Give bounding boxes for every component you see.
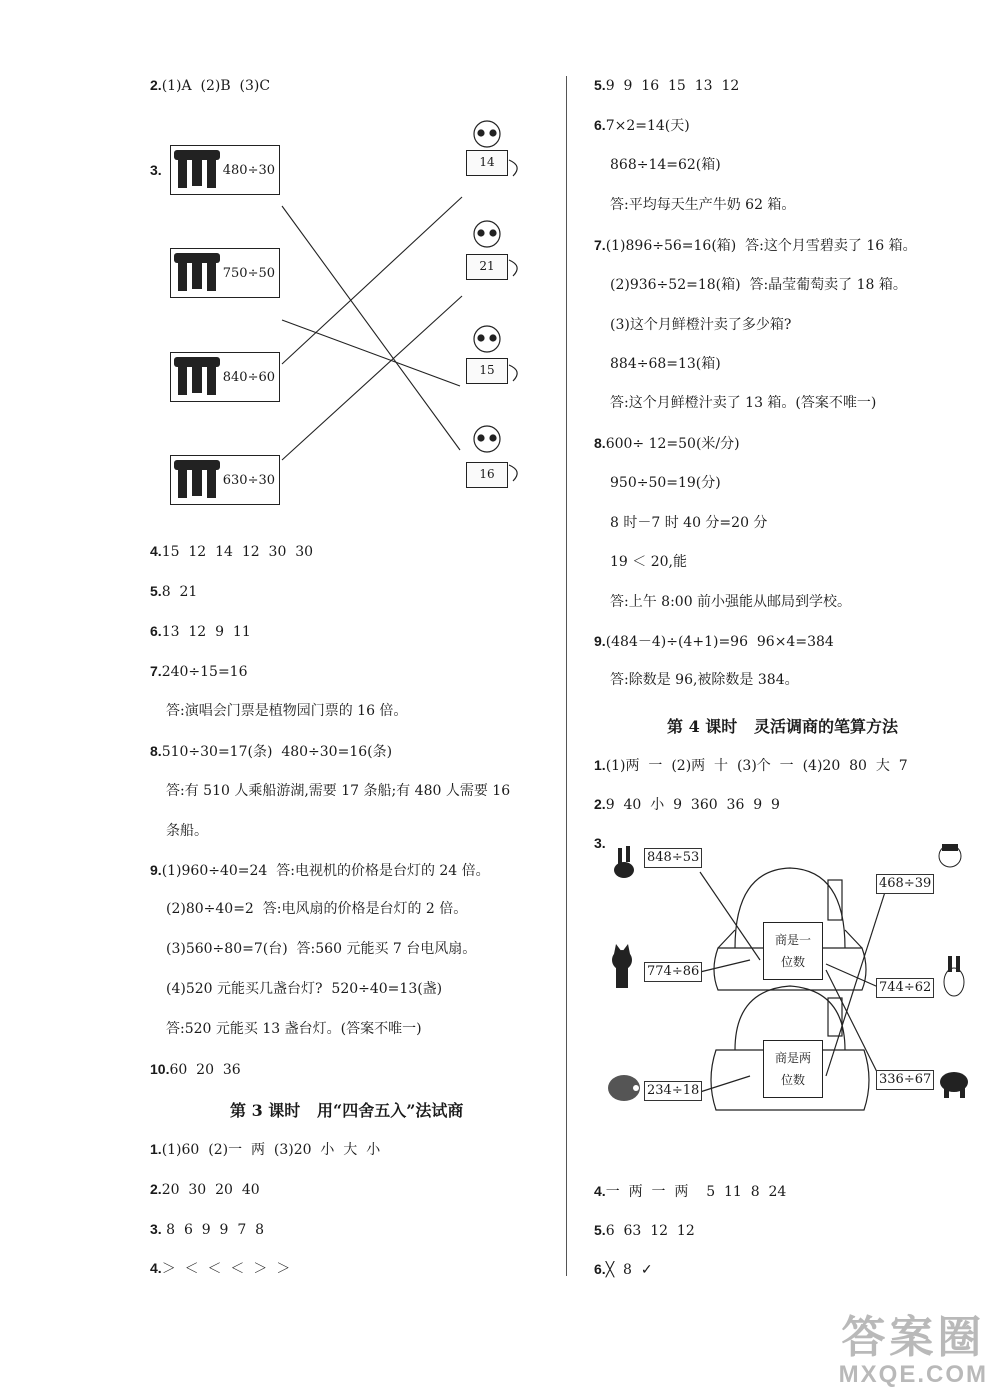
box-744: 744÷62 [876, 978, 934, 998]
l-q7-ans: 答:演唱会门票是植物园门票的 16 倍。 [166, 703, 408, 719]
stool-icon-d [174, 458, 226, 504]
stool-icons [174, 150, 220, 496]
watermark [839, 1315, 988, 1389]
s3-q2: 2.20 30 20 40 [150, 1181, 260, 1198]
r-q6-ans: 答:平均每天生产牛奶 62 箱。 [610, 197, 796, 213]
box-774: 774÷86 [644, 962, 702, 982]
r-q9: 9.(484－4)÷(4+1)=96 96×4=384 [594, 633, 834, 650]
r-q7-2: (2)936÷52=18(箱) 答:晶莹葡萄卖了 18 箱。 [610, 277, 907, 293]
match-line-1 [282, 206, 460, 450]
l-q10: 10.60 20 36 [150, 1061, 241, 1078]
s4-q5: 5.6 63 12 12 [594, 1222, 695, 1239]
l-q9-1: 9.(1)960÷40=24 答:电视机的价格是台灯的 24 倍。 [150, 862, 490, 879]
house-bottom-sign: 商是两 位数 [763, 1040, 823, 1098]
r-q7-4: 884÷68=13(箱) [610, 356, 721, 372]
s3-q3: 3. 8 6 9 9 7 8 [150, 1221, 265, 1238]
l-q3-num: 3. [150, 162, 162, 178]
watermark-logo: 答案圈 [841, 1313, 986, 1362]
r-q7-5: 答:这个月鲜橙汁卖了 13 箱。(答案不唯一) [610, 395, 877, 411]
r-q5: 5.9 9 16 15 13 12 [594, 77, 740, 94]
r-q6: 6.7×2=14(天) [594, 117, 690, 134]
l-q8-ans2: 条船。 [166, 823, 208, 839]
box-848: 848÷53 [644, 848, 702, 868]
l-q7: 7.240÷15=16 [150, 663, 248, 680]
stool-icon-b [174, 251, 226, 297]
s3-q1: 1.(1)60 (2)一 两 (3)20 小 大 小 [150, 1141, 381, 1158]
l-q8: 8.510÷30=17(条) 480÷30=16(条) [150, 743, 393, 760]
s4-q6: 6.╳ 8 ✓ [594, 1261, 653, 1278]
l-q9-5: 答:520 元能买 13 盏台灯。(答案不唯一) [166, 1021, 422, 1037]
s4-q2: 2.9 40 小 9 360 36 9 9 [594, 796, 780, 813]
r-q7-1: 7.(1)896÷56=16(箱) 答:这个月雪碧卖了 16 箱。 [594, 237, 917, 254]
monkey-plate-2: 21 [466, 254, 508, 280]
l-q8-ans1: 答:有 510 人乘船游湖,需要 17 条船;有 480 人需要 16 [166, 783, 511, 799]
stool-box-4: 630÷30 [170, 455, 280, 505]
l-q4: 4.15 12 14 12 30 30 [150, 543, 314, 560]
watermark-url: MXQE.COM [838, 1361, 988, 1388]
r-q8-4: 19 ＜ 20,能 [610, 554, 687, 570]
match-line-3 [282, 320, 460, 386]
column-divider [566, 76, 567, 1276]
hedgehog-icon [608, 1075, 640, 1101]
l-q9-2: (2)80÷40=2 答:电风扇的价格是台灯的 2 倍。 [166, 901, 468, 917]
s3-q4: 4.＞ ＜ ＜ ＜ ＞ ＞ [150, 1260, 291, 1277]
l-q6: 6.13 12 9 11 [150, 623, 251, 640]
bunny-icon [944, 956, 964, 996]
r-q8-1: 8.600÷ 12=50(米/分) [594, 435, 740, 452]
s4-q4: 4.一 两 一 两 5 11 8 24 [594, 1183, 787, 1200]
section-4-title: 第 4 课时 灵活调商的笔算方法 [667, 717, 898, 736]
rabbit-icon [614, 846, 634, 878]
r-q8-3: 8 时－7 时 40 分=20 分 [610, 515, 768, 531]
section-3-title: 第 3 课时 用“四舍五入”法试商 [230, 1101, 464, 1120]
monkey-plate-3: 15 [466, 358, 508, 384]
s4-q3-num: 3. [594, 835, 606, 851]
l-q9-4: (4)520 元能买几盏台灯? 520÷40=13(盏) [166, 981, 443, 997]
boy-icon [939, 844, 961, 867]
stool-box-2: 750÷50 [170, 248, 280, 298]
r-q9-ans: 答:除数是 96,被除数是 384。 [610, 672, 799, 688]
stool-box-1: 480÷30 [170, 145, 280, 195]
match-line-2 [282, 197, 462, 364]
link-774 [700, 960, 750, 972]
stool-icon-c [174, 355, 226, 401]
l-q5: 5.8 21 [150, 583, 198, 600]
r-q7-3: (3)这个月鲜橙汁卖了多少箱? [610, 317, 792, 333]
monkey-plate-1: 14 [466, 150, 508, 176]
box-234: 234÷18 [644, 1081, 702, 1101]
chimney-bottom [828, 998, 842, 1036]
r-q8-5: 答:上午 8:00 前小强能从邮局到学校。 [610, 594, 852, 610]
r-q6-l2: 868÷14=62(箱) [610, 157, 721, 173]
cat-icon [612, 944, 632, 988]
monkey-plate-4: 16 [466, 462, 508, 488]
box-468: 468÷39 [876, 874, 934, 894]
house-top-sign: 商是一 位数 [763, 922, 823, 980]
box-336: 336÷67 [876, 1070, 934, 1090]
link-234 [700, 1076, 750, 1092]
stool-box-3: 840÷60 [170, 352, 280, 402]
stool-icon-a [174, 148, 226, 194]
s4-q1: 1.(1)两 一 (2)两 十 (3)个 一 (4)20 80 大 7 [594, 757, 908, 774]
l-q9-3: (3)560÷80=7(台) 答:560 元能买 7 台电风扇。 [166, 941, 477, 957]
r-q8-2: 950÷50=19(分) [610, 475, 721, 491]
chimney-top [828, 880, 842, 920]
dog-icon [940, 1072, 968, 1098]
l-q2: 2.(1)A (2)B (3)C [150, 77, 271, 94]
match-line-4 [282, 296, 462, 460]
